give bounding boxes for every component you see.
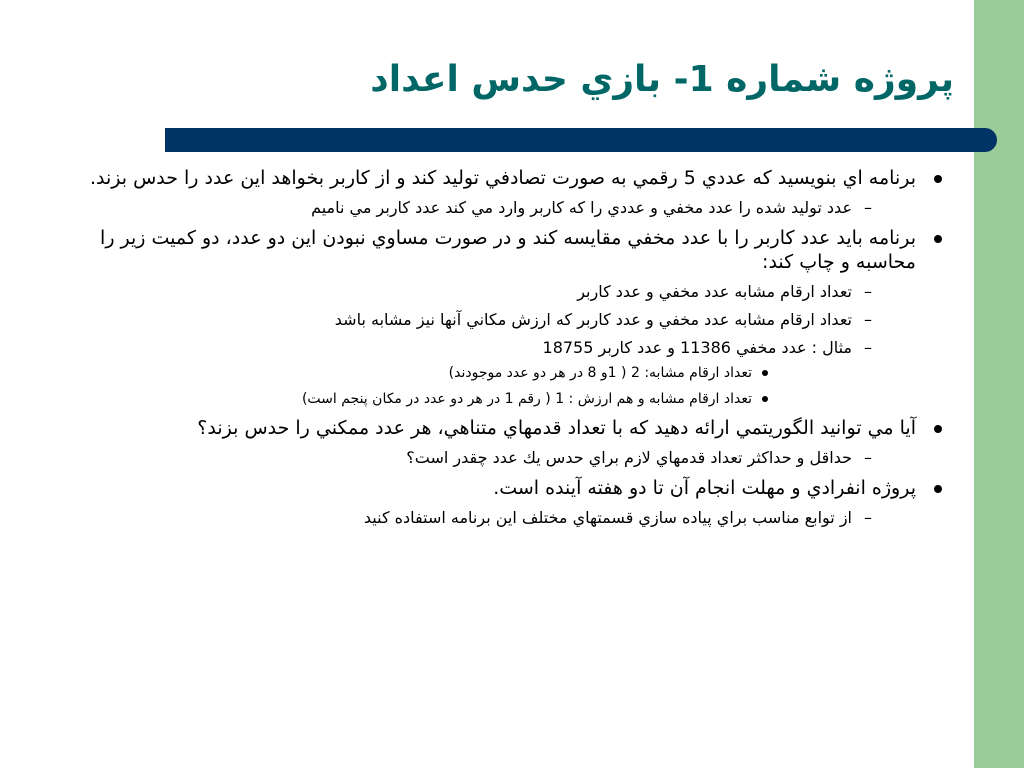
dash-icon: – [864,198,872,217]
bullet-dot-icon [934,416,942,440]
sub-bullet-item [64,198,916,218]
small-dot-icon [762,390,768,408]
dash-icon: – [864,338,872,357]
sub-bullet-text: حداقل و حداكثر تعداد قدمهاي لازم براي حدس يك عدد چقدر است؟ [406,448,852,467]
bullet-item [64,476,944,528]
sub-bullet-item [64,338,916,408]
sub-bullet-text: مثال : عدد مخفي 11386 و عدد كاربر 18755 [542,338,852,357]
bullet-text: برنامه اي بنويسيد كه عددي 5 رقمي به صورت تصادفي توليد كند و از كاربر بخواهد اين عدد را حدس بزند. [89,167,916,189]
sub-sub-bullet-item [64,364,852,382]
bullet-list [64,166,944,528]
sub-bullet-text: تعداد ارقام مشابه عدد مخفي و عدد كاربر [577,282,852,301]
bullet-item [64,166,944,218]
dash-icon: – [864,508,872,527]
side-band [974,0,1024,768]
title-underline-bar [165,128,997,152]
sub-bullet-text: تعداد ارقام مشابه عدد مخفي و عدد كاربر كه ارزش مكاني آنها نيز مشابه باشد [334,310,852,329]
dash-icon: – [864,448,872,467]
bullet-item [64,226,944,408]
sub-sub-bullet-item [64,390,852,408]
dash-icon: – [864,282,872,301]
bullet-item [64,416,944,468]
sub-bullet-item [64,282,916,302]
slide-content [64,166,944,536]
sub-sub-bullet-text: تعداد ارقام مشابه: 2 ( 1و 8 در هر دو عدد موجودند) [448,365,752,381]
sub-sub-bullet-text: تعداد ارقام مشابه و هم ارزش : 1 ( رقم 1 در هر دو عدد در مكان پنجم است) [301,391,752,407]
dash-icon: – [864,310,872,329]
sub-bullet-item [64,508,916,528]
sub-bullet-text: عدد توليد شده را عدد مخفي و عددي را كه كاربر وارد مي كند عدد كاربر مي ناميم [311,198,852,217]
bullet-text: پروژه انفرادي و مهلت انجام آن تا دو هفته آينده است. [493,477,916,499]
bullet-dot-icon [934,166,942,190]
slide-title: پروژه شماره 1- بازي حدس اعداد [370,59,954,100]
bullet-text: برنامه بايد عدد كاربر را با عدد مخفي مقايسه كند و در صورت مساوي نبودن اين دو عدد، دو كميت زير را محاسبه و چاپ كند: [100,227,916,273]
bullet-dot-icon [934,226,942,250]
sub-bullet-item [64,448,916,468]
sub-bullet-text: از توابع مناسب براي پياده سازي قسمتهاي مختلف اين برنامه استفاده كنيد [363,508,852,527]
bullet-dot-icon [934,476,942,500]
sub-bullet-item [64,310,916,330]
bullet-text: آيا مي توانيد الگوريتمي ارائه دهيد كه با تعداد قدمهاي متناهي، هر عدد ممكني را حدس بزند؟ [197,417,916,439]
small-dot-icon [762,364,768,382]
